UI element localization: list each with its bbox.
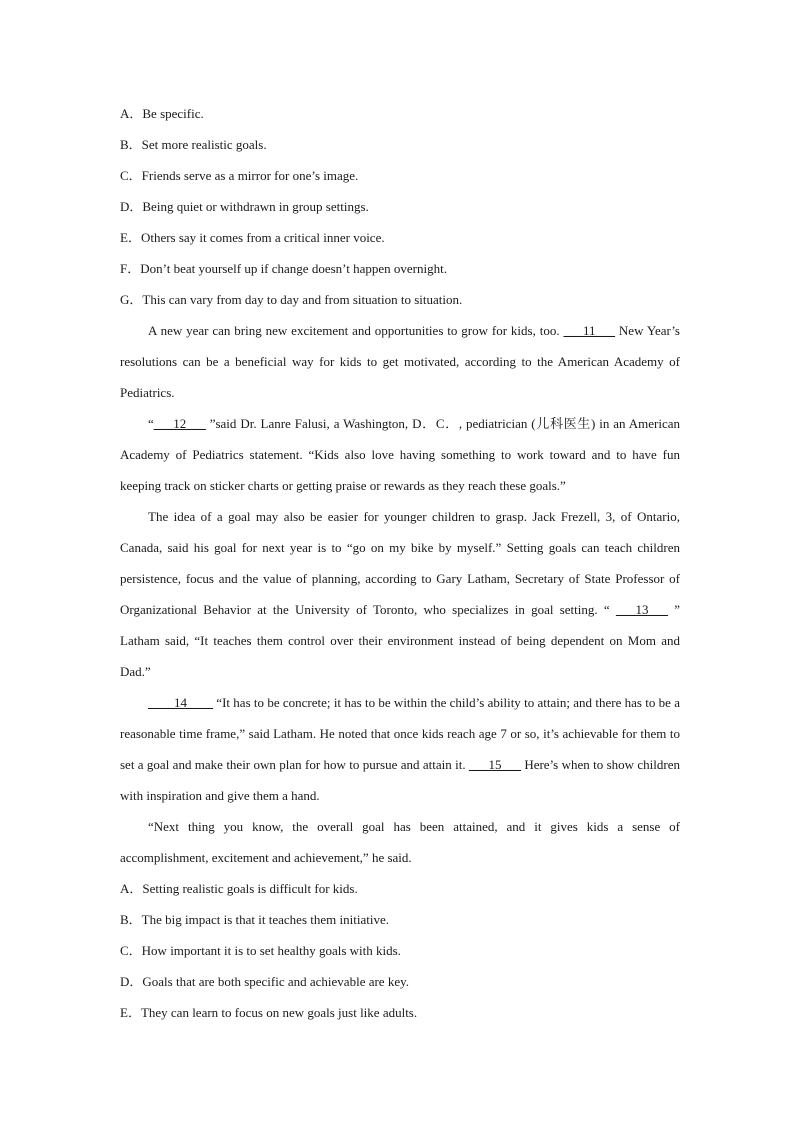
blank-13: ___13___ — [615, 602, 668, 617]
paragraph-3 — [120, 501, 680, 687]
option-g: G．This can vary from day to day and from situation to situation. — [120, 292, 463, 307]
paragraph-1 — [120, 315, 680, 408]
option-a: A．Be specific. — [120, 106, 204, 121]
answer-option-c: C．How important it is to set healthy goals with kids. — [120, 943, 401, 958]
answer-option-d: D．Goals that are both specific and achievable are key. — [120, 974, 410, 989]
document-page — [120, 98, 680, 1028]
option-b: B．Set more realistic goals. — [120, 137, 267, 152]
paragraph-4-after: “It has to be concrete; it has to be within the child’s ability to attain; and there has to be a reasonable time frame,” said Latham. He noted that once kids reach age 7 or so, it’s achievable for them to set a goal and make their own plan for how to pursue and attain it. — [120, 695, 680, 772]
blank-14: ____14____ — [148, 695, 213, 710]
blank-12: ___12___ — [153, 416, 206, 431]
option-c: C．Friends serve as a mirror for one’s image. — [120, 168, 359, 183]
answer-option-a: A．Setting realistic goals is difficult for kids. — [120, 881, 358, 896]
paragraph-5 — [120, 811, 680, 873]
option-e: E．Others say it comes from a critical inner voice. — [120, 230, 385, 245]
answer-option-b: B．The big impact is that it teaches them initiative. — [120, 912, 389, 927]
passage — [120, 315, 680, 873]
paragraph-2 — [120, 408, 680, 501]
blank-15: ___15___ — [468, 757, 521, 772]
options-list-b — [120, 873, 680, 1028]
option-d: D．Being quiet or withdrawn in group settings. — [120, 199, 369, 214]
option-f: F．Don’t beat yourself up if change doesn’t happen overnight. — [120, 261, 447, 276]
paragraph-1-before: A new year can bring new excitement and opportunities to grow for kids, too. — [148, 323, 564, 338]
paragraph-4 — [120, 687, 680, 811]
paragraph-2-before: “ — [148, 416, 154, 431]
answer-option-e: E．They can learn to focus on new goals just like adults. — [120, 1005, 418, 1020]
paragraph-4-tail: Here’s when to show children with inspiration and give them a hand. — [120, 757, 680, 803]
paragraph-3-after: ” Latham said, “It teaches them control over their environment instead of being dependent on Mom and Dad.” — [120, 602, 680, 679]
options-list-a — [120, 98, 680, 315]
paragraph-2-after: ”said Dr. Lanre Falusi, a Washington, D．C．, pediatrician (儿科医生) in an American Academy of Pediatrics statement. “Kids also love having something to work toward and to have fun keeping track on sticker charts or getting praise or rewards as they reach these goals.” — [120, 416, 680, 493]
paragraph-3-before: The idea of a goal may also be easier for younger children to grasp. Jack Frezell, 3, of Ontario, Canada, said his goal for next year is to “go on my bike by myself.” Setting goals can teach children persistence, focus and the value of planning, according to Gary Latham, Secretary of State Professor of Organizational Behavior at the University of Toronto, who specializes in goal setting. “ — [120, 509, 680, 617]
paragraph-1-after: New Year’s resolutions can be a beneficial way for kids to get motivated, according to the American Academy of Pediatrics. — [120, 323, 680, 400]
paragraph-5-text: “Next thing you know, the overall goal has been attained, and it gives kids a sense of accomplishment, excitement and achievement,” he said. — [120, 819, 680, 865]
blank-11: ___11___ — [563, 323, 616, 338]
